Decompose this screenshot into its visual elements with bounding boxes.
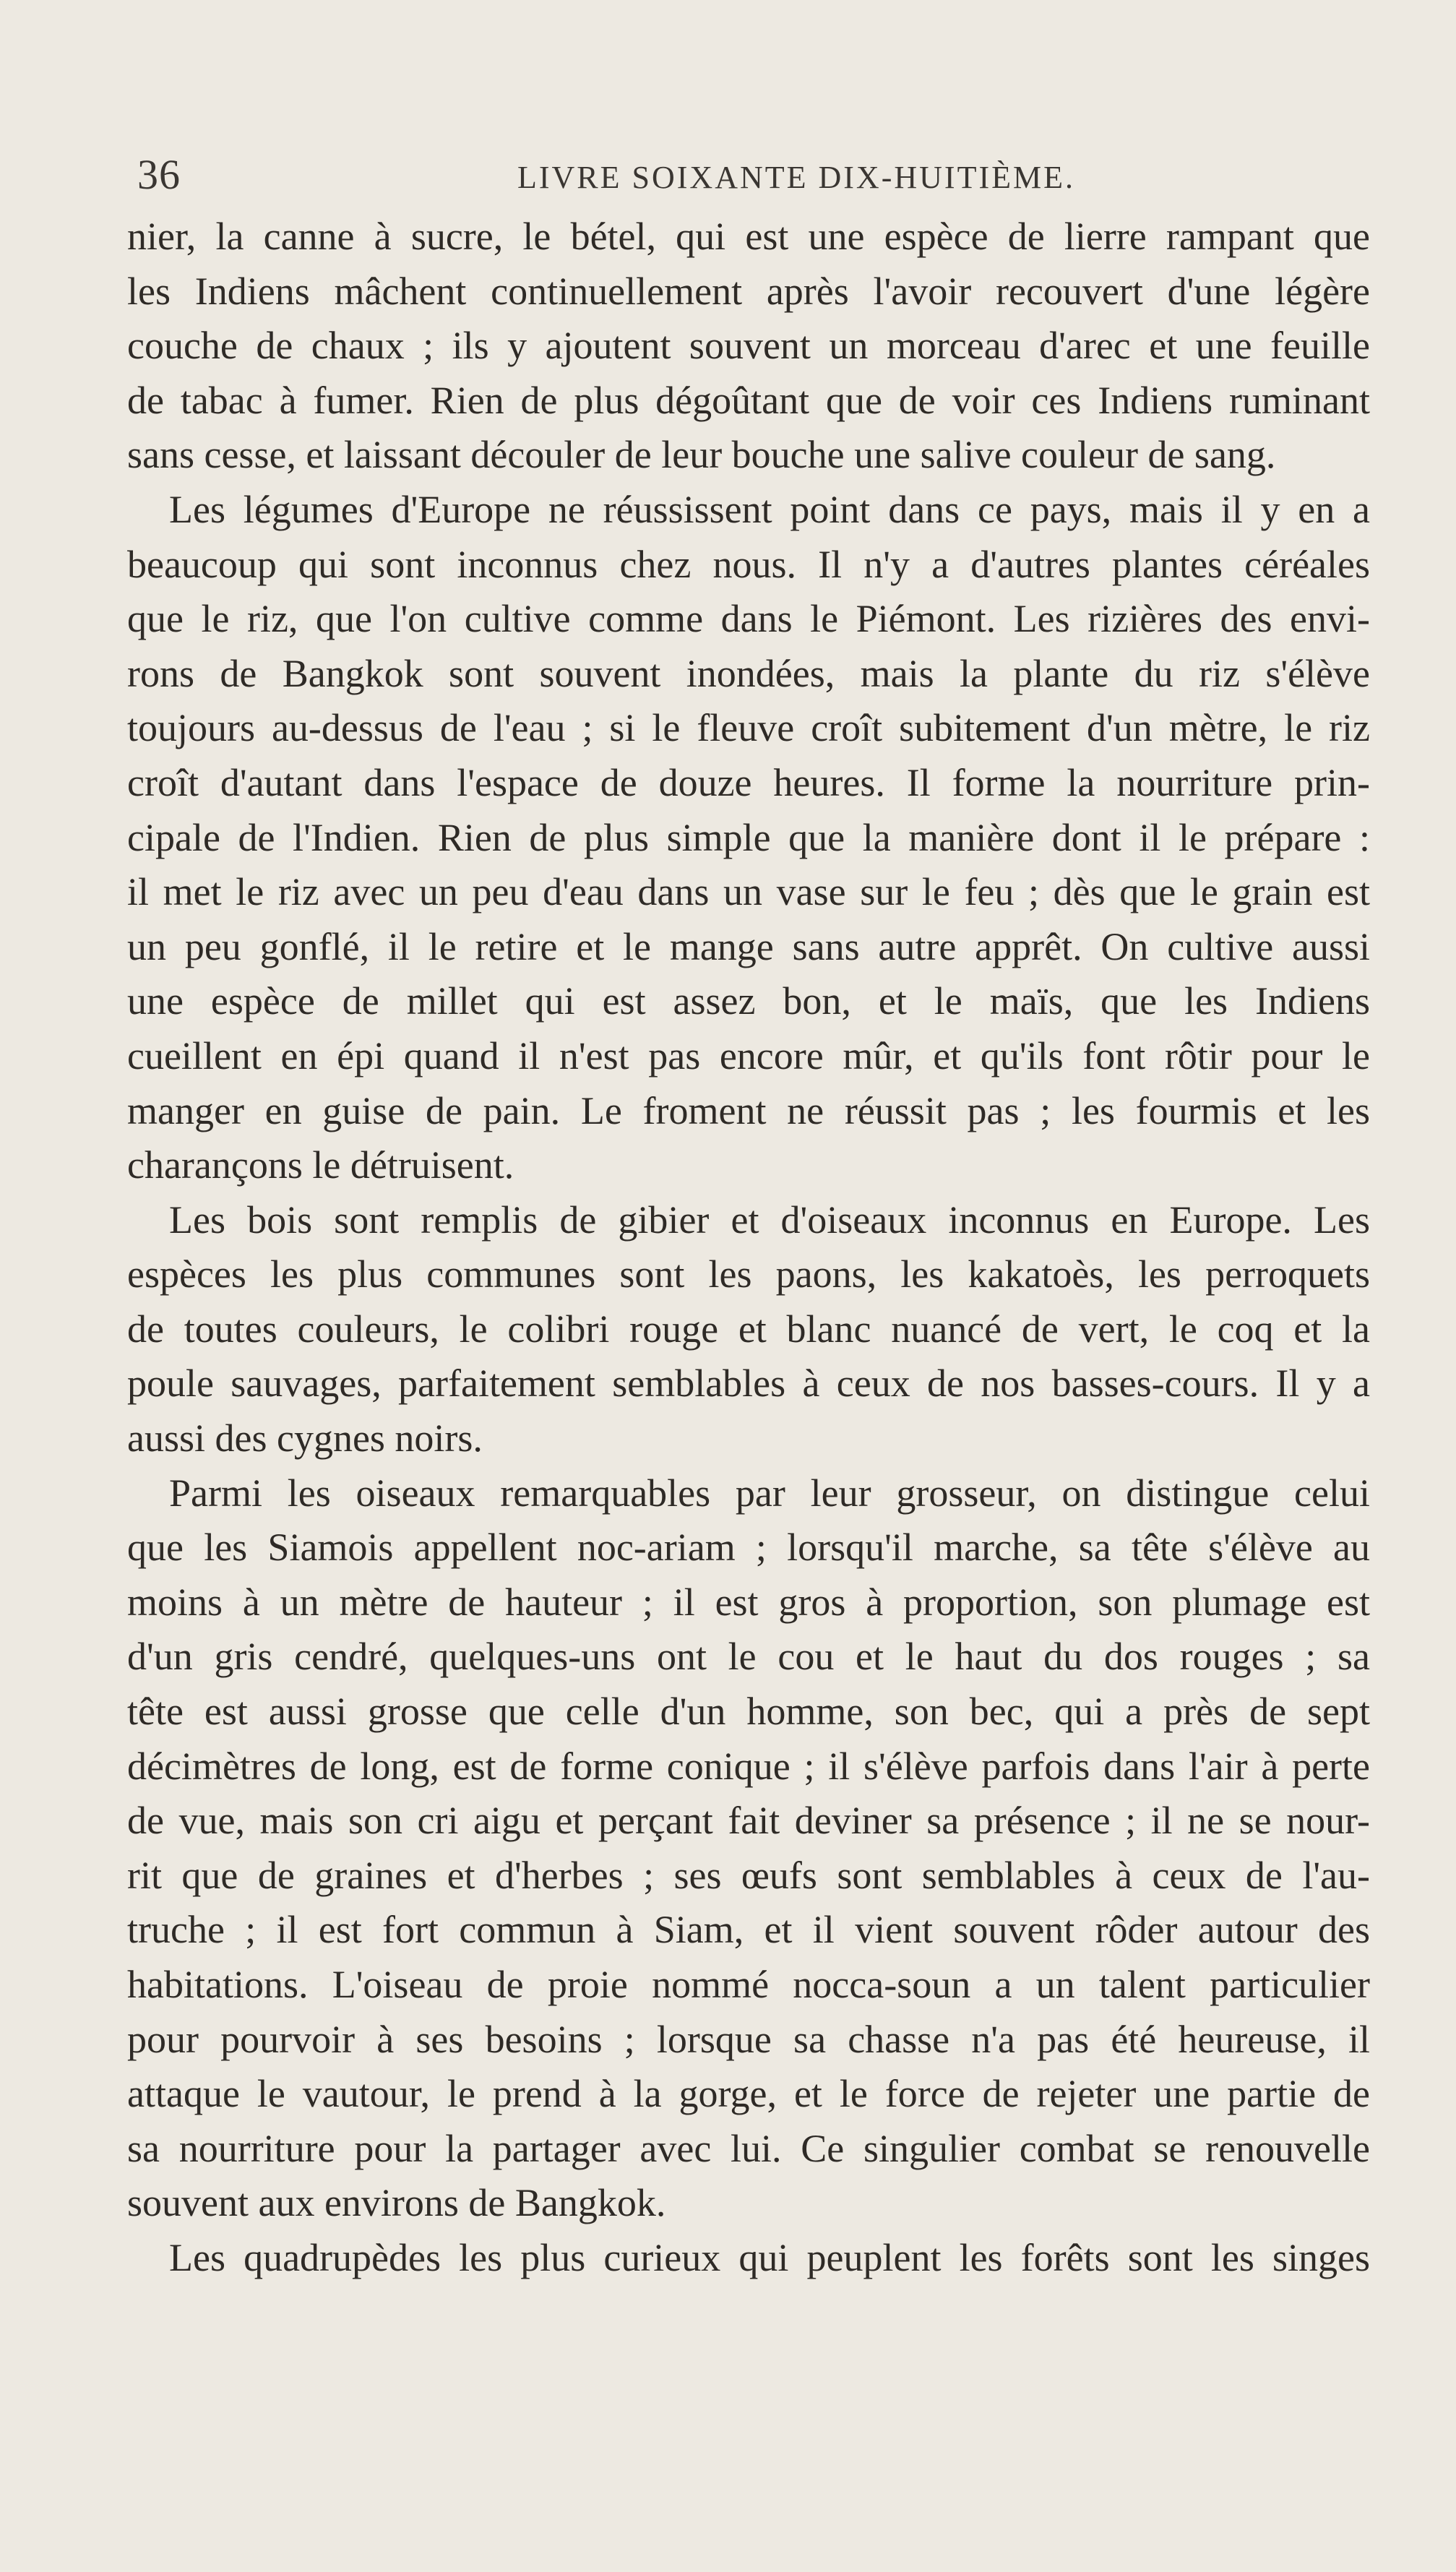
running-head: LIVRE SOIXANTE DIX-HUITIÈME. [517,160,1075,195]
text-line: décimètres de long, est de forme conique ; il s'élève parfois dans l'air à perte [127,1744,1370,1788]
text-line: un peu gonflé, il le retire et le mange sans autre apprêt. On cultive aussi [127,924,1370,968]
text-line: Parmi les oiseaux remarquables par leur grosseur, on distingue celui [169,1471,1370,1515]
text-line: cueillent en épi quand il n'est pas encore mûr, et qu'ils font rôtir pour le [127,1033,1370,1078]
text-line: attaque le vautour, le prend à la gorge, et le force de rejeter une partie de [127,2072,1370,2116]
text-line: de tabac à fumer. Rien de plus dégoûtant que de voir ces Indiens ruminant [127,378,1370,422]
text-line: une espèce de millet qui est assez bon, et le maïs, que les Indiens [127,979,1370,1023]
text-line: couche de chaux ; ils y ajoutent souvent un morceau d'arec et une feuille [127,324,1370,368]
page-number: 36 [137,151,181,198]
text-line: sans cesse, et laissant découler de leur bouche une salive couleur de sang. [127,433,1276,477]
text-line: nier, la canne à sucre, le bétel, qui est une espèce de lierre rampant que [127,215,1370,258]
text-line: charançons le détruisent. [127,1143,514,1187]
text-line: rit que de graines et d'herbes ; ses œufs sont semblables à ceux de l'au- [127,1853,1370,1897]
text-line: rons de Bangkok sont souvent inondées, mais la plante du riz s'élève [127,651,1370,695]
text-line: que les Siamois appellent noc-ariam ; lorsqu'il marche, sa tête s'élève au [127,1526,1370,1570]
text-line: aussi des cygnes noirs. [127,1416,483,1461]
text-line: croît d'autant dans l'espace de douze heures. Il forme la nourriture prin- [127,760,1370,804]
text-line: cipale de l'Indien. Rien de plus simple que la manière dont il le prépare : [127,815,1370,859]
text-line: il met le riz avec un peu d'eau dans un vase sur le feu ; dès que le grain est [127,870,1370,914]
page-header [127,150,1370,208]
text-line: d'un gris cendré, quelques-uns ont le cou et le haut du dos rouges ; sa [127,1635,1370,1679]
text-line: de vue, mais son cri aigu et perçant fait deviner sa présence ; il ne se nour- [127,1799,1370,1843]
text-line: de toutes couleurs, le colibri rouge et blanc nuancé de vert, le coq et la [127,1307,1370,1351]
text-line: les Indiens mâchent continuellement après l'avoir recouvert d'une légère [127,269,1370,313]
text-line: tête est aussi grosse que celle d'un homme, son bec, qui a près de sept [127,1690,1370,1734]
text-line: souvent aux environs de Bangkok. [127,2181,666,2225]
text-line: pour pourvoir à ses besoins ; lorsque sa chasse n'a pas été heureuse, il [127,2017,1370,2061]
text-line: toujours au-dessus de l'eau ; si le fleuve croît subitement d'un mètre, le riz [127,706,1370,750]
text-line: truche ; il est fort commun à Siam, et il vient souvent rôder autour des [127,1908,1370,1952]
text-line: poule sauvages, parfaitement semblables à ceux de nos basses-cours. Il y a [127,1362,1370,1406]
text-line: beaucoup qui sont inconnus chez nous. Il n'y a d'autres plantes céréales [127,542,1370,586]
text-line: Les bois sont remplis de gibier et d'oiseaux inconnus en Europe. Les [169,1197,1370,1242]
text-line: manger en guise de pain. Le froment ne réussit pas ; les fourmis et les [127,1088,1370,1132]
text-line: que le riz, que l'on cultive comme dans le Piémont. Les rizières des envi- [127,597,1370,641]
text-line: Les légumes d'Europe ne réussissent point dans ce pays, mais il y en a [169,487,1370,531]
text-line: Les quadrupèdes les plus curieux qui peuplent les forêts sont les singes [169,2235,1370,2279]
text-line: sa nourriture pour la partager avec lui. Ce singulier combat se renouvelle [127,2126,1370,2170]
text-line: habitations. L'oiseau de proie nommé nocca-soun a un talent particulier [127,1963,1370,2006]
text-line: espèces les plus communes sont les paons, les kakatoès, les perroquets [127,1252,1370,1296]
text-line: moins à un mètre de hauteur ; il est gros à proportion, son plumage est [127,1580,1370,1624]
body-text [127,210,1370,2286]
